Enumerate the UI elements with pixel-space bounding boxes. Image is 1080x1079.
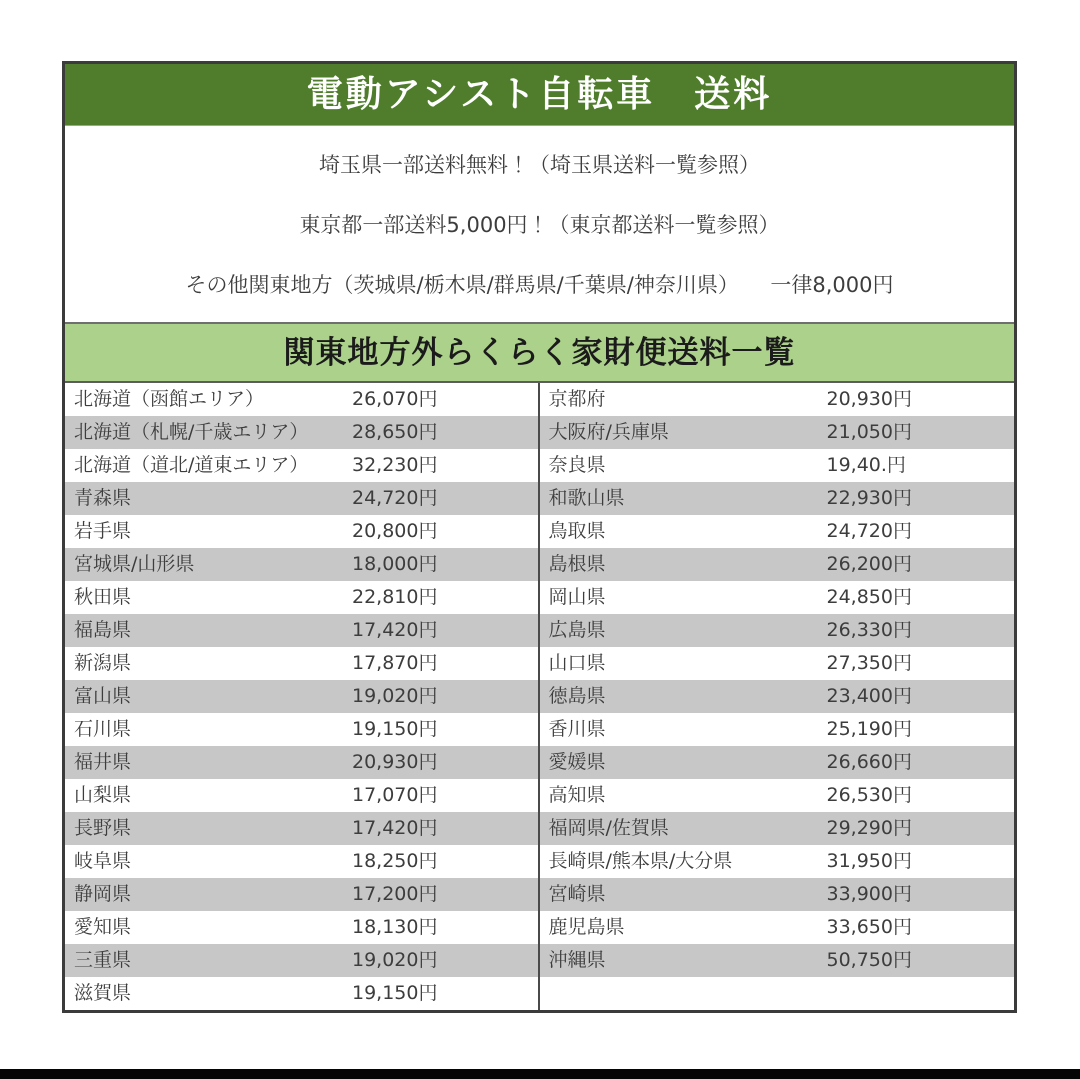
price-cell: 17,870円 (352, 652, 438, 674)
table-half-right (540, 845, 1015, 878)
prefecture-name-cell: 徳島県 (548, 685, 606, 707)
prefecture-name-cell: 広島県 (548, 619, 606, 641)
price-cell: 24,720円 (352, 487, 438, 509)
price-cell: 27,350円 (826, 652, 912, 674)
fee-table-title: 関東地方外らくらく家財便送料一覧 (65, 322, 1014, 383)
table-row (65, 614, 1014, 647)
prefecture-name-cell: 沖縄県 (548, 949, 606, 971)
table-row (65, 746, 1014, 779)
price-cell: 22,930円 (826, 487, 912, 509)
table-half-left (65, 746, 540, 779)
price-cell: 18,250円 (352, 850, 438, 872)
table-half-right (540, 911, 1015, 944)
prefecture-name-cell: 山梨県 (74, 784, 132, 806)
table-row (65, 416, 1014, 449)
prefecture-name-cell: 大阪府/兵庫県 (548, 421, 669, 443)
price-cell: 17,200円 (352, 883, 438, 905)
table-half-right (540, 680, 1015, 713)
prefecture-name-cell: 和歌山県 (548, 487, 625, 509)
table-half-right (540, 647, 1015, 680)
price-cell: 21,050円 (826, 421, 912, 443)
prefecture-name-cell: 秋田県 (74, 586, 132, 608)
table-half-left (65, 911, 540, 944)
table-half-right (540, 581, 1015, 614)
table-row (65, 515, 1014, 548)
prefecture-name-cell: 島根県 (548, 553, 606, 575)
prefecture-name-cell: 鳥取県 (548, 520, 606, 542)
table-half-right (540, 482, 1015, 515)
price-cell: 31,950円 (826, 850, 912, 872)
table-half-left (65, 383, 540, 416)
prefecture-name-cell: 香川県 (548, 718, 606, 740)
prefecture-name-cell: 三重県 (74, 949, 132, 971)
prefecture-name-cell: 岐阜県 (74, 850, 132, 872)
fee-table (65, 383, 1014, 1010)
table-half-left (65, 548, 540, 581)
page-title: 電動アシスト自転車 送料 (65, 64, 1014, 126)
notice-tokyo: 東京都一部送料5,000円！（東京都送料一覧参照） (299, 213, 780, 237)
table-half-left (65, 812, 540, 845)
prefecture-name-cell: 鹿児島県 (548, 916, 625, 938)
price-cell: 20,930円 (352, 751, 438, 773)
table-row (65, 383, 1014, 416)
table-half-left (65, 515, 540, 548)
table-half-right (540, 383, 1015, 416)
table-row (65, 713, 1014, 746)
prefecture-name-cell: 奈良県 (548, 454, 606, 476)
table-half-left (65, 845, 540, 878)
prefecture-name-cell: 福岡県/佐賀県 (548, 817, 669, 839)
prefecture-name-cell: 北海道（道北/道東エリア） (74, 454, 309, 476)
price-cell: 29,290円 (826, 817, 912, 839)
prefecture-name-cell: 長野県 (74, 817, 132, 839)
table-half-left (65, 449, 540, 482)
table-half-right (540, 779, 1015, 812)
price-cell: 26,530円 (826, 784, 912, 806)
prefecture-name-cell: 岩手県 (74, 520, 132, 542)
table-half-right (540, 977, 1015, 1010)
price-cell: 22,810円 (352, 586, 438, 608)
price-cell: 32,230円 (352, 454, 438, 476)
table-half-right (540, 614, 1015, 647)
table-half-right (540, 713, 1015, 746)
prefecture-name-cell: 青森県 (74, 487, 132, 509)
price-cell: 17,070円 (352, 784, 438, 806)
price-cell (827, 977, 1015, 1010)
table-half-right (540, 416, 1015, 449)
table-half-left (65, 647, 540, 680)
table-row (65, 845, 1014, 878)
price-cell: 24,720円 (826, 520, 912, 542)
price-cell: 28,650円 (352, 421, 438, 443)
table-half-right (540, 515, 1015, 548)
prefecture-name-cell: 長崎県/熊本県/大分県 (548, 850, 733, 872)
price-cell: 19,150円 (352, 982, 438, 1004)
bottom-black-bar (0, 1069, 1080, 1079)
table-half-left (65, 944, 540, 977)
price-cell: 26,660円 (826, 751, 912, 773)
price-cell: 26,330円 (826, 619, 912, 641)
prefecture-name-cell: 北海道（札幌/千歳エリア） (74, 421, 309, 443)
table-half-left (65, 581, 540, 614)
price-cell: 25,190円 (826, 718, 912, 740)
price-cell: 19,020円 (352, 949, 438, 971)
prefecture-name-cell: 岡山県 (548, 586, 606, 608)
table-row (65, 812, 1014, 845)
table-half-right (540, 878, 1015, 911)
table-half-left (65, 713, 540, 746)
prefecture-name-cell: 京都府 (548, 388, 606, 410)
notice-other-kanto: その他関東地方（茨城県/栃木県/群馬県/千葉県/神奈川県） 一律8,000円 (185, 273, 894, 297)
prefecture-name-cell: 宮崎県 (548, 883, 606, 905)
table-row (65, 647, 1014, 680)
price-cell: 33,900円 (826, 883, 912, 905)
price-cell: 20,800円 (352, 520, 438, 542)
price-cell: 26,200円 (826, 553, 912, 575)
table-half-right (540, 812, 1015, 845)
table-half-left (65, 779, 540, 812)
price-cell: 33,650円 (826, 916, 912, 938)
price-cell: 18,000円 (352, 553, 438, 575)
price-cell: 26,070円 (352, 388, 438, 410)
prefecture-name-cell (540, 977, 827, 1010)
price-cell: 19,150円 (352, 718, 438, 740)
prefecture-name-cell: 新潟県 (74, 652, 132, 674)
prefecture-name-cell: 山口県 (548, 652, 606, 674)
table-row (65, 482, 1014, 515)
price-cell: 19,020円 (352, 685, 438, 707)
table-half-right (540, 944, 1015, 977)
prefecture-name-cell: 滋賀県 (74, 982, 132, 1004)
prefecture-name-cell: 福井県 (74, 751, 132, 773)
table-half-left (65, 977, 540, 1010)
shipping-notice-sheet (62, 61, 1017, 1013)
prefecture-name-cell: 静岡県 (74, 883, 132, 905)
table-half-right (540, 746, 1015, 779)
table-half-left (65, 878, 540, 911)
notice-section (65, 126, 1014, 322)
price-cell: 17,420円 (352, 619, 438, 641)
table-half-left (65, 416, 540, 449)
table-row (65, 581, 1014, 614)
prefecture-name-cell: 宮城県/山形県 (74, 553, 195, 575)
table-row (65, 944, 1014, 977)
table-row (65, 680, 1014, 713)
notice-saitama: 埼玉県一部送料無料！（埼玉県送料一覧参照） (319, 153, 760, 177)
table-row (65, 878, 1014, 911)
prefecture-name-cell: 愛媛県 (548, 751, 606, 773)
table-row (65, 911, 1014, 944)
table-row (65, 548, 1014, 581)
price-cell: 20,930円 (826, 388, 912, 410)
table-row (65, 977, 1014, 1010)
prefecture-name-cell: 愛知県 (74, 916, 132, 938)
table-half-right (540, 449, 1015, 482)
prefecture-name-cell: 北海道（函館エリア） (74, 388, 265, 410)
prefecture-name-cell: 石川県 (74, 718, 132, 740)
table-row (65, 449, 1014, 482)
price-cell: 23,400円 (826, 685, 912, 707)
table-row (65, 779, 1014, 812)
table-half-left (65, 614, 540, 647)
price-cell: 19,40.円 (826, 454, 906, 476)
prefecture-name-cell: 高知県 (548, 784, 606, 806)
prefecture-name-cell: 福島県 (74, 619, 132, 641)
prefecture-name-cell: 富山県 (74, 685, 132, 707)
table-half-left (65, 680, 540, 713)
price-cell: 50,750円 (826, 949, 912, 971)
table-half-right (540, 548, 1015, 581)
price-cell: 18,130円 (352, 916, 438, 938)
table-half-left (65, 482, 540, 515)
price-cell: 17,420円 (352, 817, 438, 839)
price-cell: 24,850円 (826, 586, 912, 608)
